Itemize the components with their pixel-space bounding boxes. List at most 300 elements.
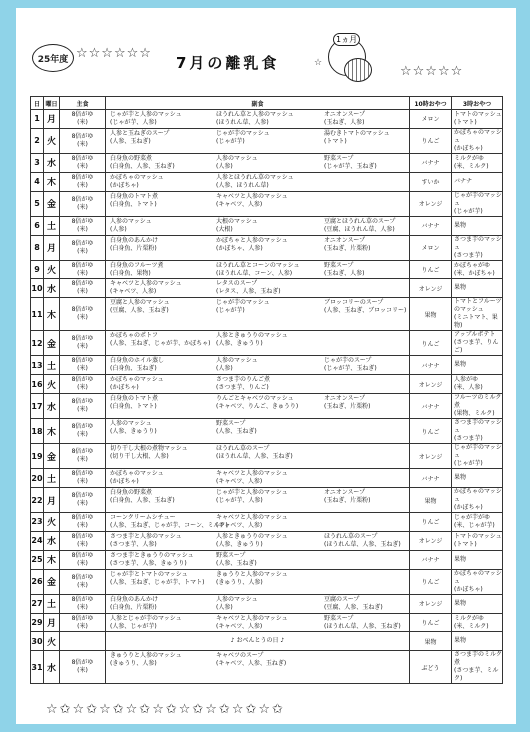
- snack3-name: ミルクがゆ: [454, 614, 484, 622]
- snack3-ingredients: (トマト): [454, 540, 477, 548]
- side-dish: [110, 174, 164, 190]
- side-dish: [216, 376, 270, 392]
- dish-name: 人参とほうれん草のマッシュ: [216, 173, 294, 181]
- dish-name: 豆腐とほうれん草のスープ: [324, 217, 396, 225]
- table-row: [31, 298, 503, 331]
- dish-name: じゃが芋と人参のマッシュ: [110, 111, 182, 118]
- day-cell: 4: [31, 172, 44, 191]
- main-dish-ingredients: (米): [77, 140, 88, 148]
- main-dish-cell: [60, 331, 106, 356]
- side-dish: [216, 470, 288, 486]
- snack3-cell: [452, 651, 503, 684]
- dish-ingredients: (キャベツ、人参、玉ねぎ): [216, 660, 287, 668]
- weekday-cell: 土: [44, 356, 60, 375]
- side-dish: [110, 652, 182, 668]
- main-dish-cell: [60, 488, 106, 513]
- side-dish: [110, 130, 169, 146]
- dish-name: 人参のマッシュ: [216, 154, 258, 162]
- dish-ingredients: (白身魚、片栗粉): [110, 244, 157, 252]
- weekday-cell: 土: [44, 469, 60, 488]
- snack10-cell: 果物: [410, 632, 452, 651]
- side-dish-cell: [106, 331, 410, 356]
- side-dish: [324, 489, 370, 505]
- dish-ingredients: (玉ねぎ、人参): [324, 119, 365, 126]
- snack3-cell: [452, 394, 503, 419]
- dish-name: 人参ときゅうりのマッシュ: [216, 532, 288, 540]
- day-cell: 25: [31, 550, 44, 569]
- day-cell: 31: [31, 651, 44, 684]
- main-dish-cell: [60, 235, 106, 260]
- table-row: [31, 469, 503, 488]
- side-dish-cell: [106, 594, 410, 613]
- face-label: 1ヵ月: [333, 33, 360, 46]
- side-dish: [216, 514, 288, 530]
- weekday-cell: 水: [44, 651, 60, 684]
- snack3-cell: [452, 488, 503, 513]
- snack3-ingredients: (さつま芋、りんご): [454, 339, 499, 355]
- side-dish: [324, 533, 401, 549]
- snack3-cell: [452, 550, 503, 569]
- dish-ingredients: (きゅうり、人参): [216, 578, 263, 586]
- main-dish-cell: [60, 394, 106, 419]
- snack3-cell: [452, 235, 503, 260]
- side-dish: [110, 596, 158, 612]
- dish-ingredients: (トマト): [324, 137, 347, 145]
- snack3-cell: [452, 172, 503, 191]
- side-dish: [110, 615, 182, 631]
- dish-ingredients: (白身魚、玉ねぎ): [110, 365, 157, 373]
- main-dish: 8倍がゆ: [71, 357, 94, 365]
- dish-name: りんごとキャベツのマッシュ: [216, 395, 294, 403]
- snack3-cell: [452, 298, 503, 331]
- weekday-cell: 金: [44, 569, 60, 594]
- snack10-cell: りんご: [410, 569, 452, 594]
- table-row: [31, 356, 503, 375]
- side-dish: [110, 420, 157, 436]
- dish-name: じゃが芋と人参のマッシュ: [216, 489, 288, 497]
- dish-name: 人参のマッシュ: [216, 595, 258, 603]
- dish-name: ほうれん草と人参のマッシュ: [216, 111, 294, 118]
- dish-ingredients: (豆腐、人参、玉ねぎ): [324, 603, 383, 611]
- menu-sheet: [16, 8, 516, 724]
- side-dish: [324, 111, 365, 127]
- snack3-name: 果物: [454, 361, 467, 369]
- weekday-cell: 月: [44, 235, 60, 260]
- snack3-cell: [452, 331, 503, 356]
- day-cell: 1: [31, 110, 44, 129]
- snack10-cell: りんご: [410, 331, 452, 356]
- side-dish: [324, 395, 370, 411]
- day-cell: 29: [31, 613, 44, 632]
- snack3-ingredients: (かぼちゃ): [454, 585, 483, 593]
- day-cell: 27: [31, 594, 44, 613]
- menu-table: [30, 96, 503, 684]
- side-dish: [110, 155, 175, 171]
- special-day: おべんとうの日: [236, 637, 279, 645]
- snack3-cell: [452, 128, 503, 153]
- dish-ingredients: (さつま芋、人参、きゅうり): [110, 559, 187, 567]
- dish-name: きゅうりと人参のマッシュ: [110, 652, 182, 660]
- snack10-cell: りんご: [410, 260, 452, 279]
- main-dish-cell: [60, 298, 106, 331]
- dish-name: オニオンスープ: [324, 395, 365, 403]
- side-dish: [324, 155, 377, 171]
- dish-ingredients: (人参): [110, 225, 127, 233]
- dish-name: 人参のマッシュ: [110, 217, 152, 225]
- weekday-cell: 火: [44, 128, 60, 153]
- main-dish: 8倍がゆ: [71, 239, 94, 247]
- day-cell: 24: [31, 531, 44, 550]
- side-dish-cell: [106, 128, 410, 153]
- main-dish-ingredients: (米): [77, 247, 88, 255]
- main-dish-ingredients: (米): [77, 225, 88, 233]
- dish-ingredients: (人参、玉ねぎ、じゃが芋、かぼちゃ): [110, 340, 211, 348]
- snack3-name: フルーツのミルク煮: [454, 394, 502, 410]
- dish-ingredients: (人参): [216, 603, 233, 611]
- side-dish-cell: [106, 469, 410, 488]
- main-dish-cell: [60, 128, 106, 153]
- snack3-ingredients: (米、かぼちゃ): [454, 269, 495, 277]
- dish-ingredients: (じゃが芋、玉ねぎ): [324, 365, 377, 373]
- main-dish-cell: [60, 172, 106, 191]
- table-row: [31, 279, 503, 298]
- side-dish: [216, 174, 294, 190]
- dish-name: ほうれん草とコーンのマッシュ: [216, 261, 300, 269]
- snack3-ingredients: (米、ミルク): [454, 622, 489, 630]
- snack10-cell: オレンジ: [410, 444, 452, 469]
- day-cell: 13: [31, 356, 44, 375]
- day-cell: 3: [31, 153, 44, 172]
- dish-ingredients: (玉ねぎ、片栗粉): [324, 403, 371, 411]
- dish-name: じゃが芋のスープ: [324, 357, 372, 365]
- main-dish-cell: [60, 419, 106, 444]
- main-dish-ingredients: (米): [77, 203, 88, 211]
- dish-name: 白身魚のホイル蒸し: [110, 357, 165, 365]
- dish-ingredients: (玉ねぎ、片栗粉): [324, 497, 371, 505]
- side-dish: [110, 571, 204, 587]
- main-dish-cell: [60, 613, 106, 632]
- snack10-cell: バナナ: [410, 550, 452, 569]
- side-dish: [110, 489, 175, 505]
- main-dish-cell: [60, 651, 106, 684]
- main-dish-ingredients: (米): [77, 456, 88, 464]
- dish-ingredients: (白身魚、トマト): [110, 200, 157, 208]
- main-dish: 8倍がゆ: [71, 659, 94, 667]
- snack3-ingredients: (果物、ミルク): [454, 410, 495, 418]
- main-dish: 8倍がゆ: [71, 614, 94, 622]
- dish-name: オニオンスープ: [324, 236, 365, 244]
- dish-name: 人参のマッシュ: [216, 357, 258, 365]
- dish-name: 人参と玉ねぎのスープ: [110, 129, 170, 137]
- dish-ingredients: (じゃが芋): [216, 307, 245, 315]
- main-dish-ingredients: (米): [77, 384, 88, 392]
- side-dish: [216, 652, 286, 668]
- main-dish-cell: [60, 375, 106, 394]
- main-dish-cell: [60, 110, 106, 129]
- day-cell: 11: [31, 298, 44, 331]
- day-cell: 6: [31, 216, 44, 235]
- dish-name: かぼちゃのマッシュ: [110, 173, 164, 181]
- side-dish: [110, 193, 158, 209]
- day-cell: 19: [31, 444, 44, 469]
- table-row: [31, 172, 503, 191]
- side-dish: [216, 280, 281, 296]
- snack3-name: 果物: [454, 284, 467, 292]
- main-dish: 8倍がゆ: [71, 470, 94, 478]
- main-dish-cell: [60, 594, 106, 613]
- side-dish: [110, 470, 164, 486]
- main-dish: 8倍がゆ: [71, 573, 94, 581]
- dish-name: 人参とじゃが芋のマッシュ: [110, 614, 182, 622]
- table-row: [31, 216, 503, 235]
- snack3-ingredients: (ミニトマト、果物): [454, 314, 498, 330]
- dish-ingredients: (人参): [216, 162, 233, 170]
- weekday-cell: 土: [44, 594, 60, 613]
- table-row: [31, 331, 503, 356]
- dish-name: 白身魚のフルーツ煮: [110, 261, 164, 269]
- side-dish-cell: [106, 444, 410, 469]
- snack10-cell: オレンジ: [410, 279, 452, 298]
- main-dish: 8倍がゆ: [71, 306, 94, 314]
- dish-name: キャベツと人参のマッシュ: [216, 192, 288, 200]
- table-row: [31, 128, 503, 153]
- snack3-ingredients: (じゃが芋): [454, 207, 483, 215]
- main-dish-ingredients: (米): [77, 288, 88, 296]
- side-dish: [110, 514, 228, 530]
- side-dish-cell: [106, 513, 410, 532]
- dish-name: 白身魚のトマト煮: [110, 192, 159, 200]
- day-cell: 26: [31, 569, 44, 594]
- snack3-cell: [452, 191, 503, 216]
- dish-ingredients: (ほうれん草、人参): [216, 119, 269, 126]
- dish-ingredients: (じゃが芋、玉ねぎ): [324, 162, 377, 170]
- main-dish-ingredients: (米): [77, 540, 88, 548]
- snack3-ingredients: (じゃが芋): [454, 460, 483, 468]
- weekday-cell: 金: [44, 191, 60, 216]
- day-cell: 23: [31, 513, 44, 532]
- side-dish: [110, 376, 164, 392]
- dish-name: キャベツと人参のマッシュ: [216, 470, 288, 478]
- side-dish: [216, 299, 270, 315]
- dish-ingredients: (キャベツ、人参): [216, 622, 263, 630]
- side-dish: [324, 130, 390, 146]
- main-dish: 8倍がゆ: [71, 173, 94, 181]
- day-cell: 12: [31, 331, 44, 356]
- main-dish: 8倍がゆ: [71, 110, 94, 118]
- main-dish-ingredients: (米): [77, 365, 88, 373]
- main-dish-cell: [60, 191, 106, 216]
- main-dish-ingredients: (米): [77, 431, 88, 439]
- table-row: [31, 153, 503, 172]
- snack3-name: さつま芋のミルク煮: [454, 651, 502, 667]
- col-side: 副食: [106, 97, 410, 110]
- weekday-cell: 水: [44, 394, 60, 419]
- weekday-cell: 月: [44, 488, 60, 513]
- main-dish: 8倍がゆ: [71, 398, 94, 406]
- dish-ingredients: (人参、きゅうり): [110, 428, 157, 436]
- snack3-ingredients: (さつま芋、ミルク): [454, 667, 499, 683]
- dish-name: 野菜スープ: [216, 420, 246, 428]
- star-icon: ☆: [314, 58, 323, 68]
- dish-name: 人参ときゅうりのマッシュ: [216, 332, 288, 340]
- table-row: [31, 235, 503, 260]
- dish-name: さつま芋ときゅうりのマッシュ: [110, 551, 194, 559]
- main-dish-ingredients: (米): [77, 314, 88, 322]
- main-dish-ingredients: (米): [77, 181, 88, 189]
- main-dish-ingredients: (米): [77, 118, 88, 126]
- dish-ingredients: (玉ねぎ、人参): [324, 269, 365, 277]
- page-title: 7月の離乳食: [176, 54, 280, 72]
- snack10-cell: りんご: [410, 419, 452, 444]
- main-dish: 8倍がゆ: [71, 335, 94, 343]
- weekday-cell: 火: [44, 260, 60, 279]
- dish-name: かぼちゃのポトフ: [110, 332, 158, 340]
- side-dish: [110, 218, 152, 234]
- weekday-cell: 月: [44, 613, 60, 632]
- main-dish-cell: [60, 279, 106, 298]
- dish-ingredients: (かぼちゃ): [110, 384, 139, 392]
- dish-ingredients: (人参): [216, 365, 233, 373]
- side-dish: [110, 262, 164, 278]
- snack3-ingredients: (さつま芋): [454, 251, 483, 259]
- side-dish: [324, 357, 377, 373]
- snack3-ingredients: (トマト): [454, 118, 477, 126]
- main-dish-ingredients: (米): [77, 500, 88, 508]
- snack3-name: ミルクがゆ: [454, 154, 484, 162]
- weekday-cell: 水: [44, 153, 60, 172]
- table-row: [31, 191, 503, 216]
- snack3-cell: [452, 613, 503, 632]
- side-dish: [110, 332, 210, 348]
- dish-ingredients: (じゃが芋、人参): [216, 497, 263, 505]
- dish-name: ほうれん草のスープ: [216, 445, 270, 453]
- dish-name: 大根のマッシュ: [216, 217, 258, 225]
- side-dish-cell: [106, 569, 410, 594]
- side-dish: [216, 615, 288, 631]
- side-dish: [216, 193, 288, 209]
- snack3-cell: [452, 513, 503, 532]
- col-snack3: 3時おやつ: [452, 97, 503, 110]
- day-cell: 18: [31, 419, 44, 444]
- side-dish-cell: [106, 298, 410, 331]
- snack3-cell: [452, 632, 503, 651]
- side-dish-cell: [106, 260, 410, 279]
- dish-name: 豆腐と人参のマッシュ: [110, 299, 170, 307]
- side-dish-cell: [106, 153, 410, 172]
- side-dish: [324, 299, 406, 315]
- main-dish-ingredients: (米): [77, 162, 88, 170]
- stars-left: ☆☆☆☆☆☆: [76, 46, 152, 61]
- dish-name: じゃが芋とトマトのマッシュ: [110, 570, 188, 578]
- day-cell: 2: [31, 128, 44, 153]
- side-dish: [216, 237, 288, 253]
- side-dish: [110, 357, 164, 373]
- dish-ingredients: (キャベツ、人参): [216, 478, 263, 486]
- dish-name: 豆腐のスープ: [324, 595, 360, 603]
- main-dish-cell: [60, 550, 106, 569]
- snack3-ingredients: (米、人参): [454, 384, 483, 392]
- main-dish-ingredients: (米): [77, 667, 88, 675]
- side-dish: [216, 533, 288, 549]
- day-cell: 10: [31, 279, 44, 298]
- side-dish: [110, 552, 194, 568]
- side-dish: [110, 299, 170, 315]
- main-dish: 8倍がゆ: [71, 261, 94, 269]
- day-cell: 20: [31, 469, 44, 488]
- dish-name: 湯むきトマトのマッシュ: [324, 129, 390, 137]
- table-row: [31, 550, 503, 569]
- dish-ingredients: (人参、玉ねぎ): [110, 137, 151, 145]
- side-dish: [216, 571, 288, 587]
- dish-name: キャベツと人参のマッシュ: [110, 280, 182, 288]
- snack10-cell: 果物: [410, 298, 452, 331]
- main-dish: 8倍がゆ: [71, 423, 94, 431]
- side-dish-cell: [106, 531, 410, 550]
- main-dish-cell: [60, 260, 106, 279]
- table-row: [31, 531, 503, 550]
- dish-ingredients: (きゅうり、人参): [110, 660, 157, 668]
- side-dish: [110, 395, 158, 411]
- dish-ingredients: (キャベツ、人参): [216, 200, 263, 208]
- dish-ingredients: (人参、玉ねぎ、じゃが芋、コーン、ミルク): [110, 522, 228, 530]
- dish-ingredients: (白身魚、トマト): [110, 403, 157, 411]
- snack3-cell: [452, 153, 503, 172]
- snack3-cell: [452, 469, 503, 488]
- snack3-name: 人参がゆ: [454, 376, 479, 384]
- dish-ingredients: (キャベツ、りんご、きゅうり): [216, 403, 299, 411]
- watermelon-icon: [344, 58, 372, 82]
- dish-name: 野菜スープ: [324, 261, 354, 269]
- side-dish: [216, 420, 257, 436]
- side-dish: [216, 218, 258, 234]
- side-dish-cell: [106, 375, 410, 394]
- snack10-cell: バナナ: [410, 469, 452, 488]
- snack3-ingredients: (米、じゃが芋): [454, 521, 495, 529]
- dish-ingredients: (白身魚、人参、玉ねぎ): [110, 497, 175, 505]
- snack3-name: じゃが芋がゆ: [454, 513, 491, 521]
- main-dish-ingredients: (米): [77, 343, 88, 351]
- dish-ingredients: (ほうれん草、人参、玉ねぎ): [324, 622, 401, 630]
- star-icon: ♪: [278, 637, 285, 645]
- main-dish: 8倍がゆ: [71, 551, 94, 559]
- dish-ingredients: (人参、玉ねぎ、じゃが芋、トマト): [110, 578, 205, 586]
- dish-name: キャベツと人参のマッシュ: [216, 514, 288, 522]
- table-row: [31, 651, 503, 684]
- side-dish: [216, 445, 293, 461]
- main-dish-ingredients: (米): [77, 559, 88, 567]
- snack10-cell: バナナ: [410, 216, 452, 235]
- main-dish: 8倍がゆ: [71, 532, 94, 540]
- weekday-cell: 金: [44, 331, 60, 356]
- side-dish: [216, 155, 258, 171]
- snack3-cell: [452, 444, 503, 469]
- table-header: [31, 97, 503, 110]
- snack3-cell: [452, 531, 503, 550]
- snack3-cell: [452, 110, 503, 129]
- table-row: [31, 594, 503, 613]
- dish-ingredients: (キャベツ、人参): [216, 522, 263, 530]
- snack3-name: かぼちゃのマッシュ: [454, 488, 502, 504]
- dish-ingredients: (人参、きゅうり): [216, 540, 263, 548]
- side-dish: [216, 111, 294, 127]
- snack10-cell: りんご: [410, 613, 452, 632]
- main-dish-ingredients: (米): [77, 406, 88, 414]
- snack10-cell: バナナ: [410, 356, 452, 375]
- side-dish-cell: [106, 651, 410, 684]
- snack3-name: 果物: [454, 555, 467, 563]
- side-dish-cell: [106, 110, 410, 129]
- weekday-cell: 水: [44, 279, 60, 298]
